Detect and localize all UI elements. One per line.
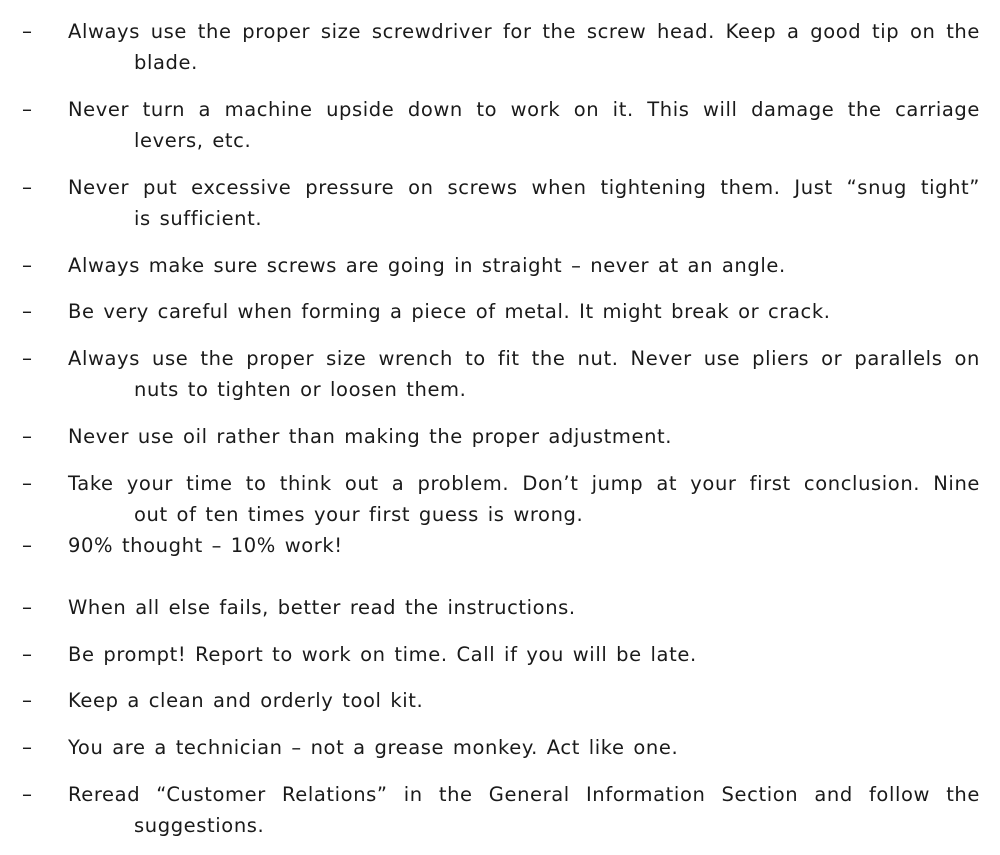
list-item-text: Never put excessive pressure on screws when tightening them. Just “snug tight” — [68, 176, 980, 199]
list-item-text: Always use the proper size wrench to fit the nut. Never use pliers or parallels on — [68, 347, 980, 370]
list-item-text: When all else fails, better read the instructions. — [68, 596, 576, 619]
list-bullet: – — [22, 471, 32, 495]
list-bullet: – — [22, 299, 32, 323]
list-bullet: – — [22, 424, 32, 448]
list-item-text: Never turn a machine upside down to work on it. This will damage the carriage — [68, 98, 980, 121]
list-bullet: – — [22, 175, 32, 199]
list-bullet: – — [22, 19, 32, 43]
list-item-continuation: blade. — [134, 51, 198, 74]
list-bullet: – — [22, 97, 32, 121]
list-item-text: Be very careful when forming a piece of metal. It might break or crack. — [68, 300, 831, 323]
list-item-text: Always make sure screws are going in straight – never at an angle. — [68, 254, 786, 277]
list-bullet: – — [22, 595, 32, 619]
list-bullet: – — [22, 346, 32, 370]
list-bullet: – — [22, 533, 32, 557]
list-bullet: – — [22, 782, 32, 806]
list-item-text: Be prompt! Report to work on time. Call if you will be late. — [68, 643, 697, 666]
list-item-text: You are a technician – not a grease monkey. Act like one. — [68, 736, 679, 759]
list-item-text: 90% thought – 10% work! — [68, 534, 343, 557]
list-bullet: – — [22, 253, 32, 277]
list-item-text: Keep a clean and orderly tool kit. — [68, 689, 424, 712]
list-item-text: Always use the proper size screwdriver for the screw head. Keep a good tip on the — [68, 20, 980, 43]
list-item-text: Reread “Customer Relations” in the General Information Section and follow the — [68, 783, 980, 806]
list-item-continuation: suggestions. — [134, 814, 265, 837]
list-item-continuation: nuts to tighten or loosen them. — [134, 378, 467, 401]
list-item-continuation: levers, etc. — [134, 129, 252, 152]
list-bullet: – — [22, 688, 32, 712]
list-item-continuation: out of ten times your first guess is wrong. — [134, 503, 584, 526]
list-bullet: – — [22, 642, 32, 666]
list-bullet: – — [22, 735, 32, 759]
list-item-text: Take your time to think out a problem. Don’t jump at your first conclusion. Nine — [68, 472, 980, 495]
list-item-continuation: is sufficient. — [134, 207, 263, 230]
list-item-text: Never use oil rather than making the proper adjustment. — [68, 425, 673, 448]
